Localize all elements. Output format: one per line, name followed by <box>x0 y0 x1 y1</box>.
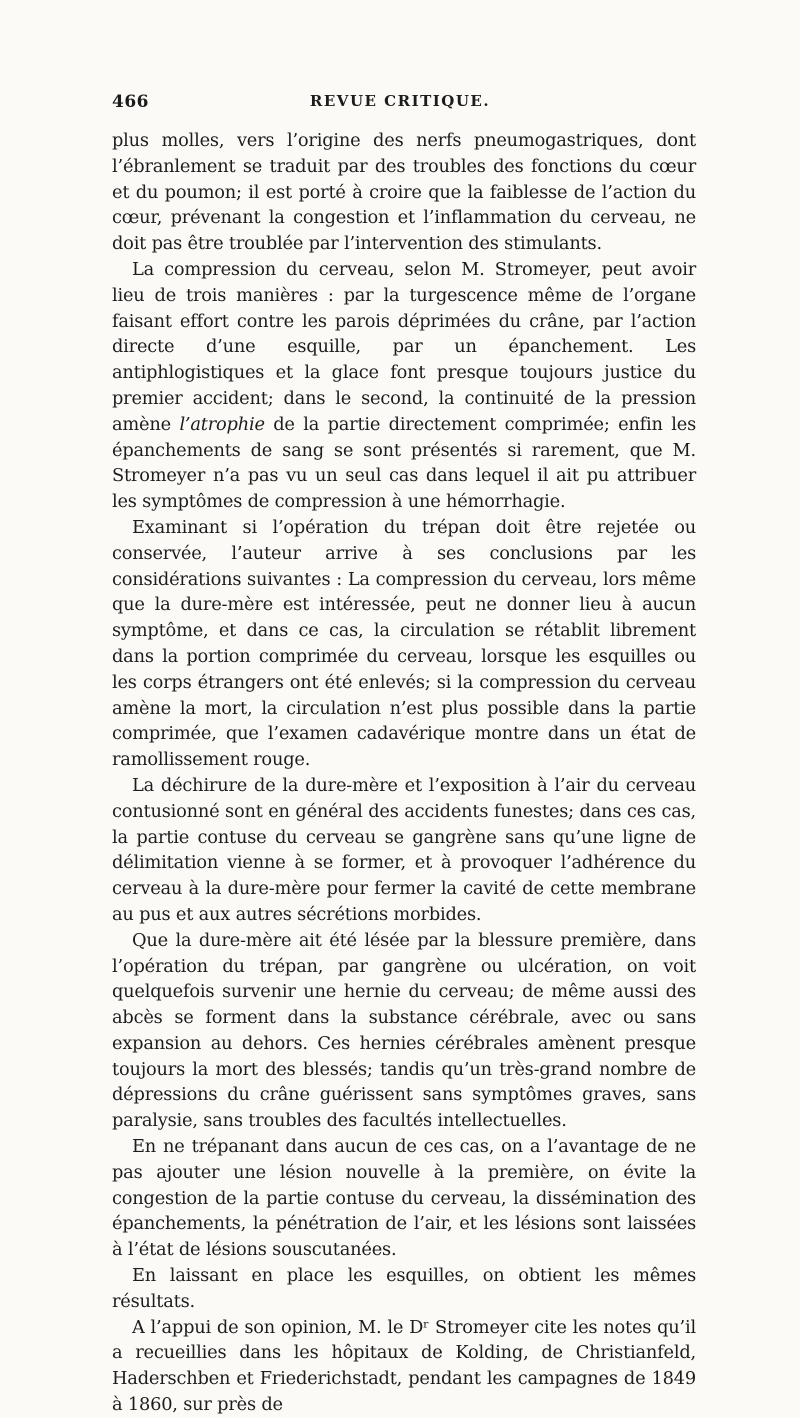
paragraph-dure-mere-tear: La déchirure de la dure-mère et l’exposition à l’air du cerveau contusionné sont en général des accidents funestes; dans ces cas, la partie contuse du cerveau se gangrène sans qu’une ligne de délimitation vienne à se former, et à provoquer l’adhérence du cerveau à la dure-mère pour fermer la cavité de cette membrane au pus et aux autres sécrétions morbides. <box>112 774 696 925</box>
paragraph-continued: plus molles, vers l’origine des nerfs pneumogastriques, dont l’ébranlement se traduit par des troubles des fonctions du cœur et du poumon; il est porté à croire que la faiblesse de l’action du cœur, prévenant la congestion et l’inflammation du cerveau, ne doit pas être troublée par l’intervention des stimulants. <box>112 130 696 255</box>
body-text <box>112 128 696 1418</box>
emphasis-term: l’atrophie <box>179 413 265 435</box>
paragraph-text: de la partie directement comprimée; enfin les épanchements de sang se sont présentés si rarement, que M. Stromeyer n’a pas vu un seul cas dans lequel il ait pu attribuer les symptômes de compression à une hémorrhagie. <box>112 413 696 513</box>
paragraph-hernia: Que la dure-mère ait été lésée par la blessure première, dans l’opération du trépan, par gangrène ou ulcération, on voit quelquefois survenir une hernie du cerveau; de même aussi des abcès se forment dans la substance cérébrale, avec ou sans expansion au dehors. Ces hernies cérébrales amènent presque toujours la mort des blessés; tandis qu’un très-grand nombre de dépressions du crâne guérissent sans symptômes graves, sans paralysie, sans troubles des facultés intellectuelles. <box>112 929 696 1132</box>
page-number: 466 <box>112 92 149 112</box>
paragraph-hospitals: A l’appui de son opinion, M. le Dʳ Stromeyer cite les notes qu’il a recueillies dans les hôpitaux de Kolding, de Christianfeld, Haderschben et Friederichstadt, pendant les campagnes de 1849 à 1860, sur près de <box>112 1316 696 1416</box>
paragraph-compression <box>112 257 696 515</box>
page-header <box>112 92 696 122</box>
running-head: REVUE CRITIQUE. <box>309 92 491 110</box>
paragraph-trepan: Examinant si l’opération du trépan doit être rejetée ou conservée, l’auteur arrive à ses conclusions par les considérations suivantes : La compression du cerveau, lors même que la dure-mère est intéressée, peut ne donner lieu à aucun symptôme, et dans ce cas, la circulation se rétablit librement dans la portion comprimée du cerveau, lorsque les esquilles ou les corps étrangers ont été enlevés; si la compression du cerveau amène la mort, la circulation n’est plus possible dans la partie comprimée, que l’examen cadavérique montre dans un état de ramollissement rouge. <box>112 516 696 771</box>
paragraph-text: La compression du cerveau, selon M. Stromeyer, peut avoir lieu de trois manières : par la turgescence même de l’organe faisant effort contre les parois déprimées du crâne, par l’action directe d’une esquille, par un épanchement. Les antiphlogistiques et la glace font presque toujours justice du premier accident; dans le second, la continuité de la pression amène <box>112 258 696 435</box>
paragraph-no-trepan: En ne trépanant dans aucun de ces cas, on a l’avantage de ne pas ajouter une lésion nouvelle à la première, on évite la congestion de la partie contuse du cerveau, la dissémination des épanchements, la pénétration de l’air, et les lésions sont laissées à l’état de lésions souscutanées. <box>112 1136 696 1261</box>
paragraph-esquilles: En laissant en place les esquilles, on obtient les mêmes résultats. <box>112 1265 696 1312</box>
